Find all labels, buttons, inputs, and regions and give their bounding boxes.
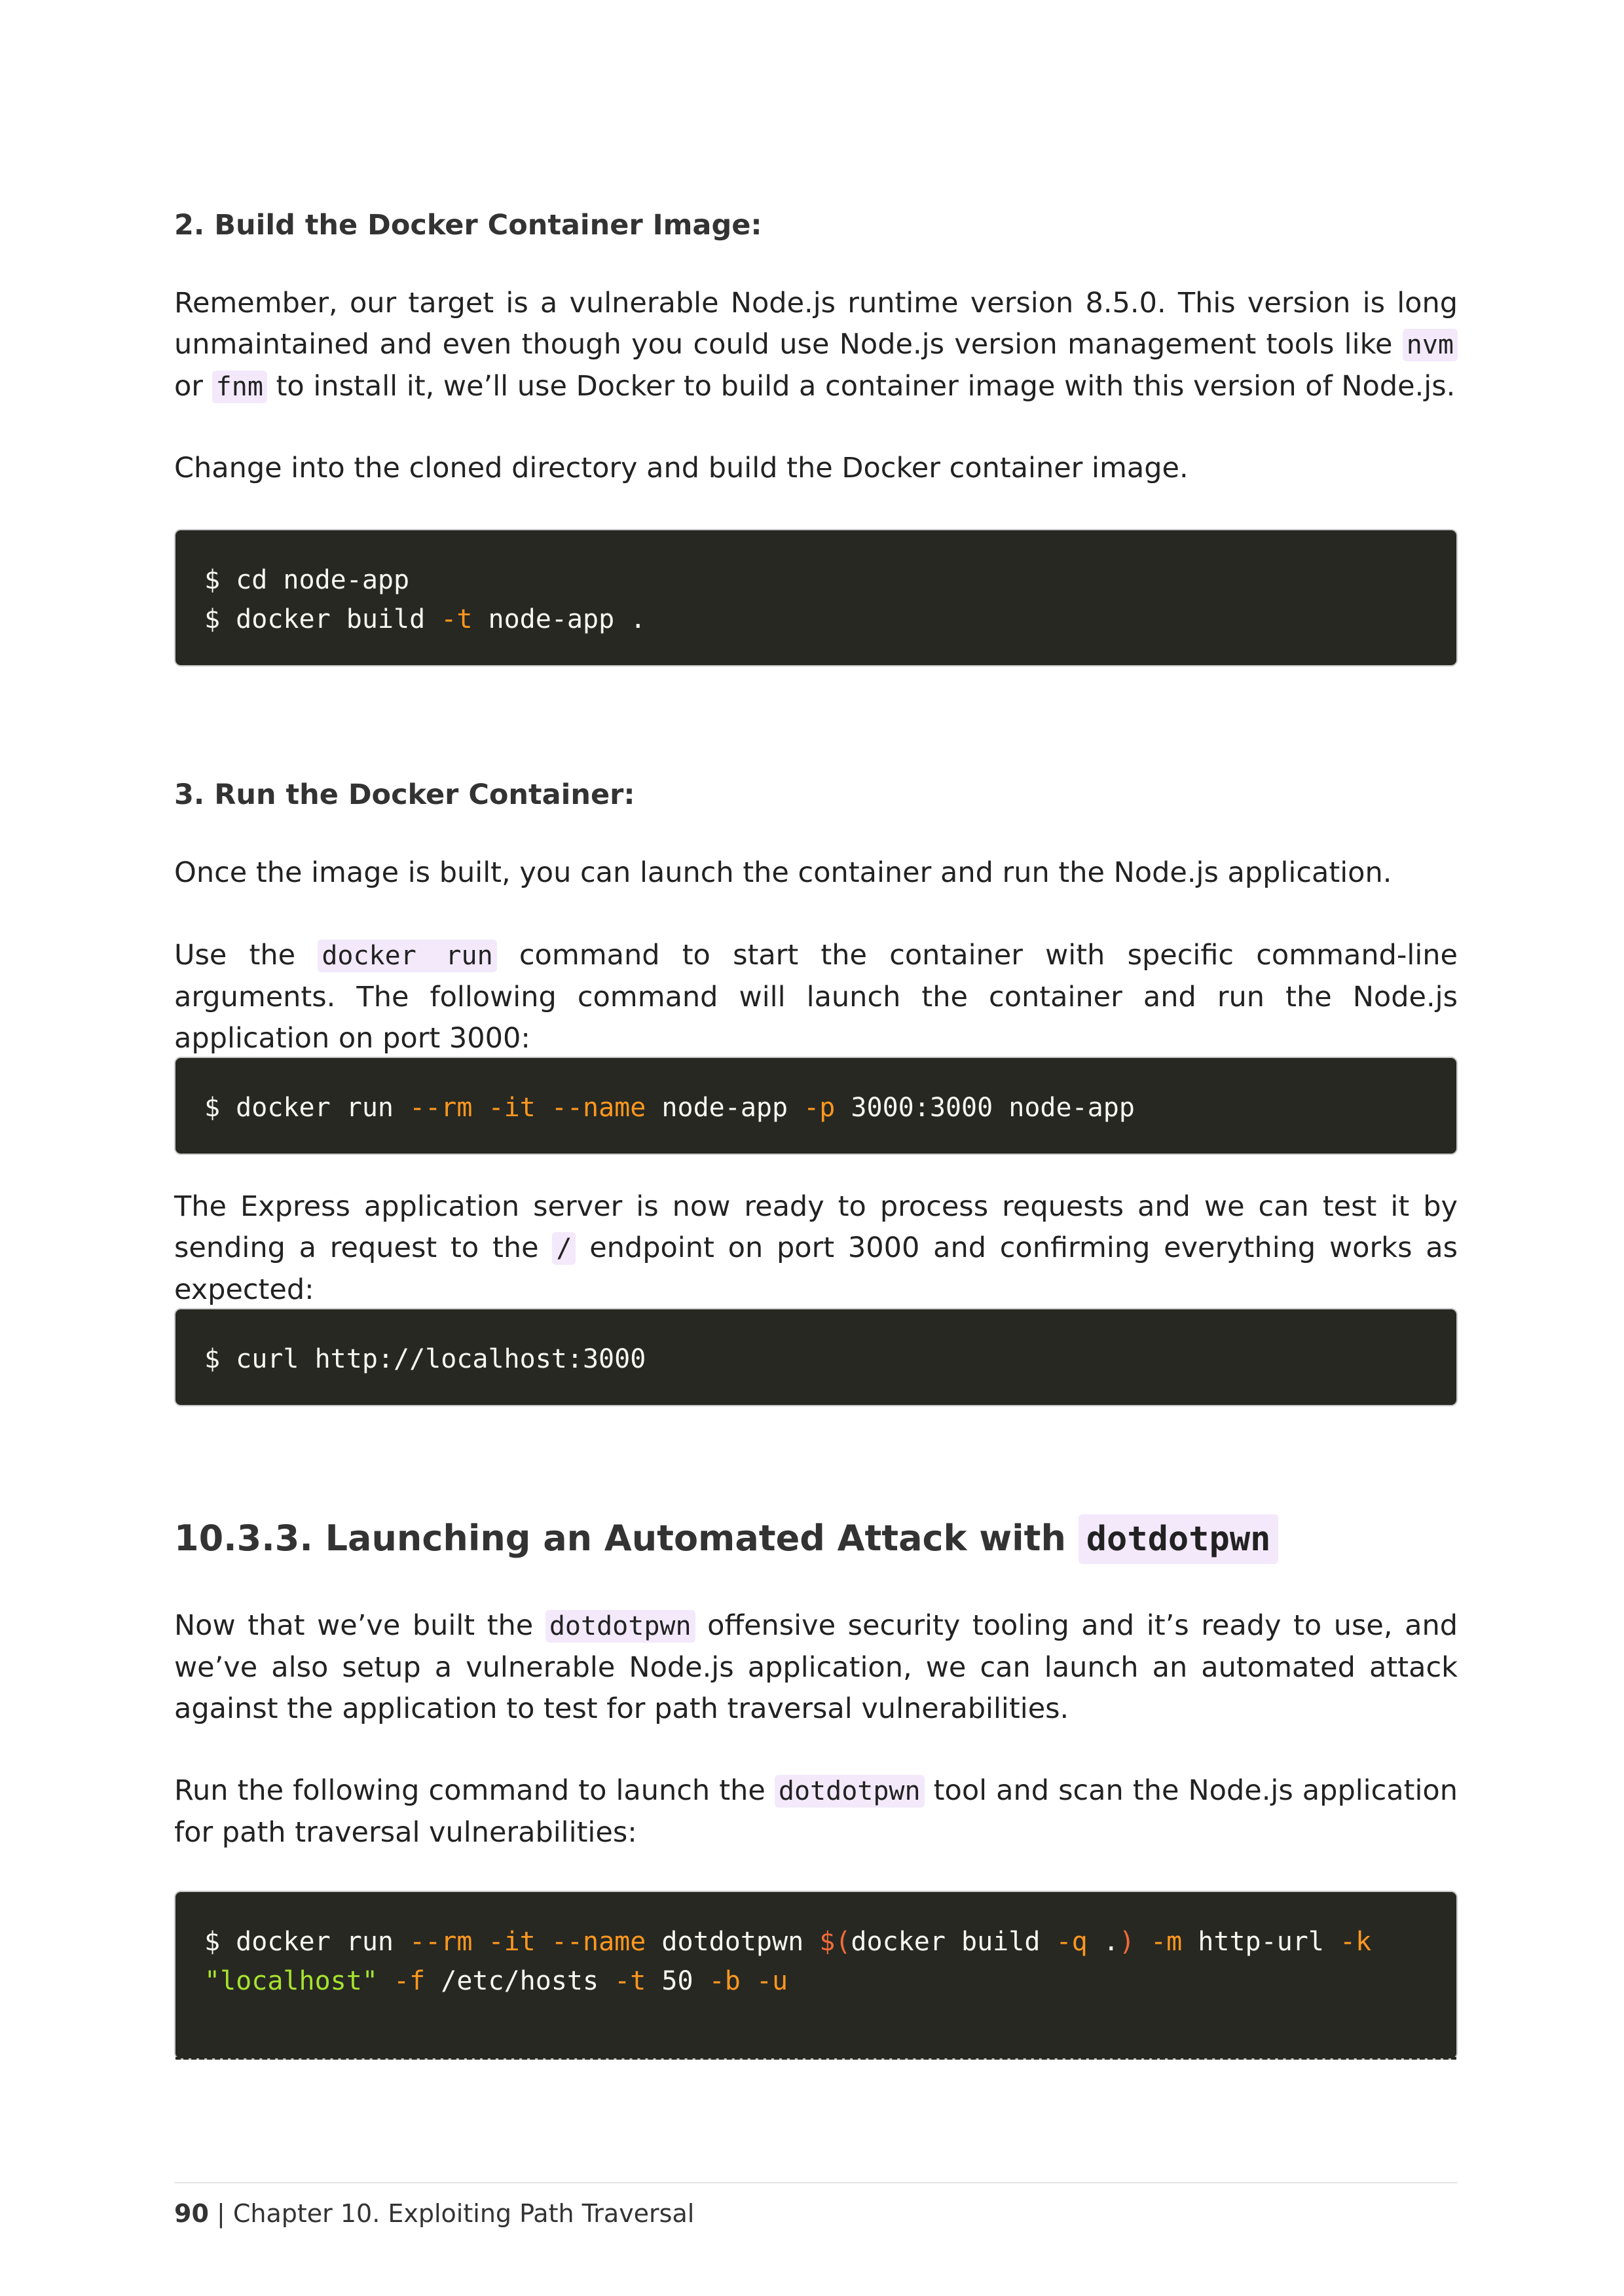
section-paragraph-2 — [174, 1770, 1458, 1853]
inline-code-nvm: nvm — [1403, 329, 1458, 361]
step-3-paragraph-1: Once the image is built, you can launch the container and run the Node.js application. — [174, 856, 1392, 889]
text: The Express application server is now ready to process requests and we can test it by sending a request to the — [174, 1190, 1458, 1264]
chapter-title: Chapter 10. Exploiting Path Traversal — [232, 2199, 695, 2228]
inline-code-slash: / — [552, 1232, 576, 1265]
section-heading — [174, 1518, 1278, 1559]
inline-code-dotdotpwn: dotdotpwn — [545, 1610, 695, 1643]
code-block-run[interactable] — [174, 1057, 1458, 1155]
text: to install it, we’ll use Docker to build a container image with this version of Node.js. — [267, 370, 1456, 403]
text: Run the following command to launch the — [174, 1774, 775, 1807]
inline-code-docker-run: docker run — [318, 939, 496, 972]
inline-code-fnm: fnm — [212, 371, 267, 403]
code-block-curl[interactable] — [174, 1308, 1458, 1406]
section-heading-text: 10.3.3. Launching an Automated Attack with — [174, 1518, 1079, 1559]
step-2-heading: 2. Build the Docker Container Image: — [174, 209, 762, 242]
page-number: 90 — [174, 2199, 209, 2228]
code-line: $ cd node-app — [204, 565, 410, 595]
page-break-edge — [175, 2057, 1456, 2060]
code-line: $ docker run --rm -it --name node-app -p 3000:3000 node-app — [204, 1093, 1135, 1123]
text: tool and scan the Node.js application for path traversal vulnerabilities: — [174, 1774, 1458, 1849]
step-3-paragraph-2 — [174, 935, 1458, 1059]
code-line: $ docker build -t node-app . — [204, 604, 646, 634]
step-2-paragraph-1 — [174, 283, 1458, 408]
text: offensive security tooling and it’s ready to use, and we’ve also setup a vulnerable Node.js application, we can launch an automated attack against the application to test for path traversal vulnerabilities. — [174, 1609, 1458, 1725]
footer-separator: | — [208, 2199, 233, 2228]
code-line: $ docker run --rm -it --name dotdotpwn $(docker build -q .) -m http-url -k — [204, 1927, 1372, 1957]
code-line: $ curl http://localhost:3000 — [204, 1344, 646, 1374]
text: endpoint on port 3000 and confirming everything works as expected: — [174, 1231, 1458, 1306]
code-block-build[interactable] — [174, 529, 1458, 666]
footer-divider — [174, 2182, 1458, 2183]
code-line: "localhost" -f /etc/hosts -t 50 -b -u — [204, 1966, 788, 1996]
text: command to start the container with specific command-line arguments. The following command will launch the container and run the Node.js application on port 3000: — [174, 939, 1458, 1055]
section-heading-code: dotdotpwn — [1079, 1514, 1279, 1564]
step-2-paragraph-2: Change into the cloned directory and build the Docker container image. — [174, 452, 1189, 484]
section-paragraph-1 — [174, 1605, 1458, 1730]
text: Remember, our target is a vulnerable Node.js runtime version 8.5.0. This version is long unmaintained and even though you could use Node.js version management tools like — [174, 287, 1458, 361]
code-block-dotdotpwn[interactable] — [174, 1891, 1458, 2060]
text: Now that we’ve built the — [174, 1609, 545, 1642]
step-3-paragraph-3 — [174, 1186, 1458, 1311]
inline-code-dotdotpwn: dotdotpwn — [775, 1775, 925, 1808]
page-footer — [174, 2201, 694, 2226]
step-3-heading: 3. Run the Docker Container: — [174, 778, 635, 811]
text: or — [174, 370, 212, 403]
text: Use the — [174, 939, 318, 972]
